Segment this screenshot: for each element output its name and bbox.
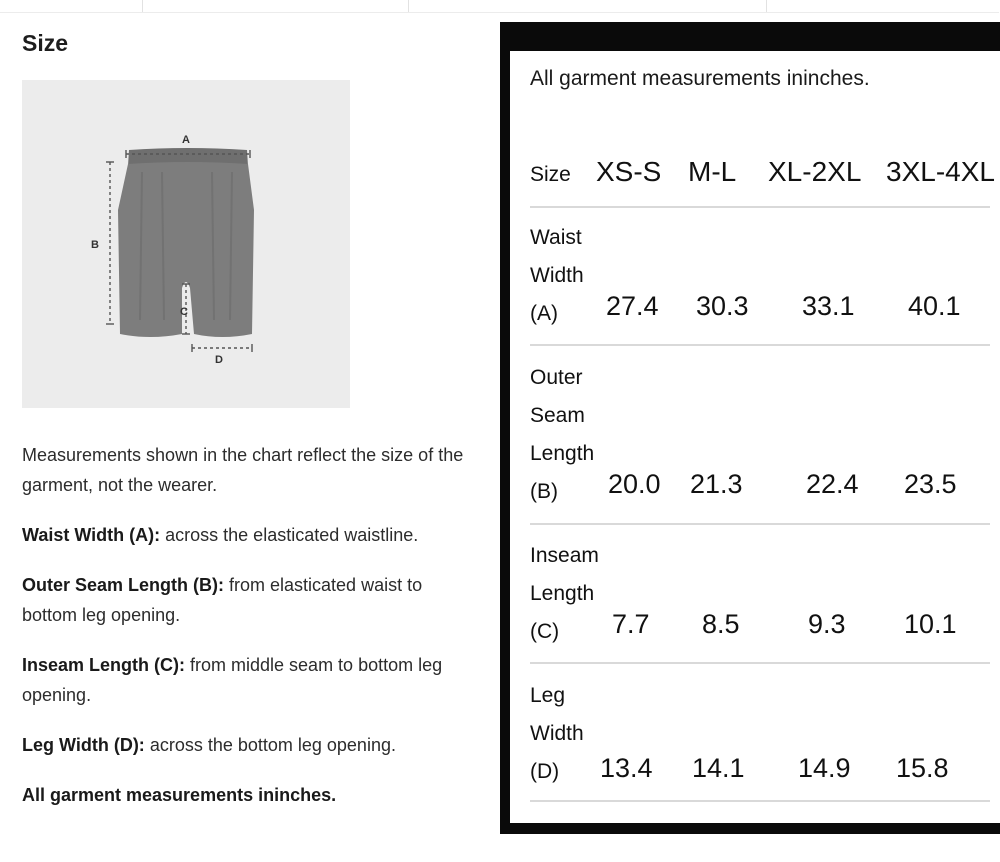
row-label-leg-width: Leg Width (D): [530, 684, 584, 783]
size-header-xs-s: XS-S: [596, 156, 662, 187]
footer-note: All garment measurements ininches.: [22, 785, 337, 805]
table-cell: 20.0: [608, 469, 661, 499]
label-d: D: [215, 354, 223, 366]
table-cell: 14.1: [692, 753, 745, 783]
row-divider: [530, 206, 990, 208]
size-header-m-l: M-L: [688, 156, 737, 187]
table-cell: 27.4: [606, 291, 659, 321]
row-label-waist: Waist Width (A): [530, 226, 584, 325]
row-divider: [530, 662, 990, 664]
table-cell: 21.3: [690, 469, 743, 499]
top-tab-strip: [0, 0, 1000, 14]
tab-3[interactable]: [408, 0, 767, 13]
label-c: C: [180, 306, 188, 318]
intro-text: Measurements shown in the chart reflect the size of the garment, not the wearer.: [22, 445, 464, 495]
size-header-3xl-4xl: 3XL-4XL: [886, 156, 995, 187]
table-cell: 40.1: [908, 291, 961, 321]
size-header-xl-2xl: XL-2XL: [768, 156, 862, 187]
row-divider: [530, 523, 990, 525]
table-cell: 9.3: [808, 609, 846, 639]
definition-waist: Waist Width (A): across the elasticated waistline.: [22, 525, 419, 545]
chart-note: All garment measurements ininches.: [530, 67, 870, 90]
table-cell: 30.3: [696, 291, 749, 321]
table-cell: 22.4: [806, 469, 859, 499]
shorts-diagram: [22, 80, 350, 408]
table-cell: 23.5: [904, 469, 957, 499]
tab-1[interactable]: [0, 0, 143, 13]
label-a: A: [182, 134, 190, 146]
definition-inseam: Inseam Length (C): from middle seam to bottom leg opening.: [22, 655, 443, 705]
row-divider: [530, 800, 990, 802]
shorts-illustration: [22, 80, 350, 408]
definition-outer-seam: Outer Seam Length (B): from elasticated waist to bottom leg opening.: [22, 575, 423, 625]
row-label-inseam: Inseam Length (C): [530, 544, 599, 643]
size-chart-panel: [500, 22, 1000, 834]
table-cell: 13.4: [600, 753, 653, 783]
label-b: B: [91, 239, 99, 251]
row-label-outer-seam: Outer Seam Length (B): [530, 366, 595, 503]
definition-leg-width: Leg Width (D): across the bottom leg opening.: [22, 735, 396, 755]
size-guide-section: [22, 30, 492, 805]
table-cell: 7.7: [612, 609, 650, 639]
tab-2[interactable]: [142, 0, 409, 13]
table-cell: 15.8: [896, 753, 949, 783]
measurement-descriptions: [22, 440, 482, 830]
size-header-label: Size: [530, 163, 571, 186]
table-cell: 10.1: [904, 609, 957, 639]
table-cell: 14.9: [798, 753, 851, 783]
table-cell: 8.5: [702, 609, 740, 639]
tab-4[interactable]: [766, 0, 999, 13]
size-chart-table: [510, 51, 1000, 823]
section-title: Size: [22, 30, 69, 56]
table-cell: 33.1: [802, 291, 855, 321]
row-divider: [530, 344, 990, 346]
